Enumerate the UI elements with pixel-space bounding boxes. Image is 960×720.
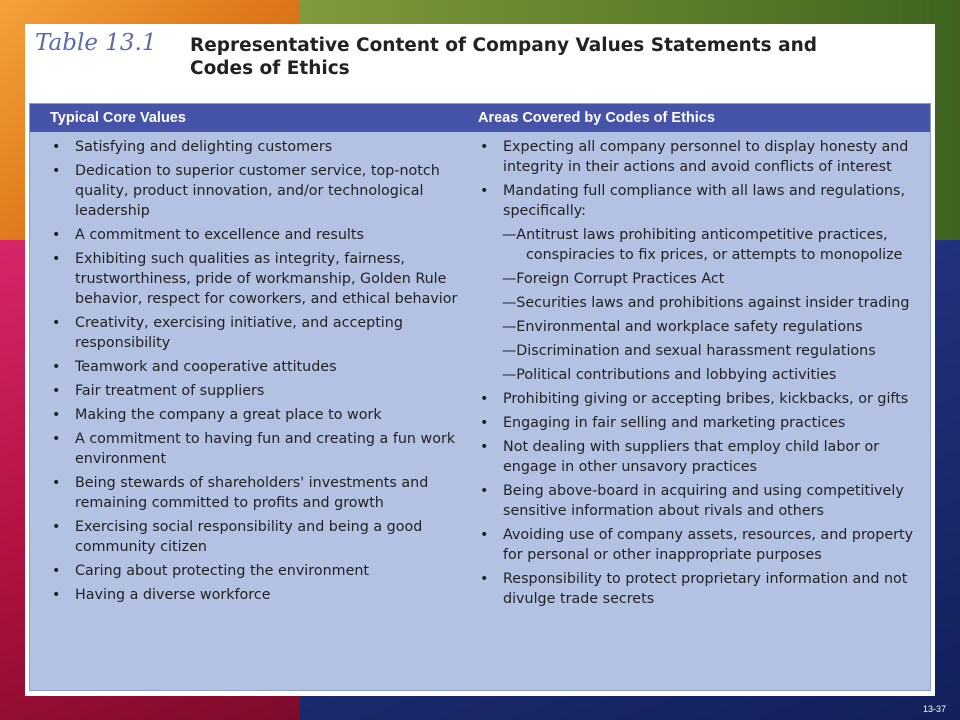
core-value-item: • Having a diverse workforce bbox=[52, 585, 472, 605]
core-value-item: • Satisfying and delighting customers bbox=[52, 137, 472, 157]
ethics-area-item: • Responsibility to protect proprietary information and not divulge trade secrets bbox=[480, 569, 922, 609]
ethics-area-item: • Expecting all company personnel to display honesty and integrity in their actions and avoid conflicts of interest bbox=[480, 137, 922, 177]
ethics-area-item: • Being above-board in acquiring and using competitively sensitive information about rivals and others bbox=[480, 481, 922, 521]
ethics-sub-item: —Environmental and workplace safety regulations bbox=[502, 319, 863, 335]
ethics-area-item: • Avoiding use of company assets, resources, and property for personal or other inappropriate purposes bbox=[480, 525, 922, 565]
core-value-item: • Being stewards of shareholders' investments and remaining committed to profits and growth bbox=[52, 473, 472, 513]
ethics-area-item: • Mandating full compliance with all laws and regulations, specifically: bbox=[480, 181, 922, 221]
ethics-sub-item: —Political contributions and lobbying activities bbox=[502, 367, 837, 383]
ethics-sub-item: —Securities laws and prohibitions against insider trading bbox=[502, 295, 910, 311]
core-value-item: • Fair treatment of suppliers bbox=[52, 381, 472, 401]
values-ethics-table bbox=[29, 103, 931, 691]
core-values-list bbox=[52, 137, 472, 609]
core-value-item: • A commitment to having fun and creating a fun work environment bbox=[52, 429, 472, 469]
core-value-item: • Creativity, exercising initiative, and accepting responsibility bbox=[52, 313, 472, 353]
table-label: Table 13.1 bbox=[35, 30, 157, 56]
core-value-item: • Making the company a great place to work bbox=[52, 405, 472, 425]
ethics-sub-item: —Antitrust laws prohibiting anticompetitive practices, conspiracies to fix prices, or attempts to monopolize bbox=[502, 227, 903, 263]
page-number: 13-37 bbox=[922, 704, 946, 714]
core-value-item: • A commitment to excellence and results bbox=[52, 225, 472, 245]
ethics-sub-item: —Discrimination and sexual harassment regulations bbox=[502, 343, 876, 359]
core-value-item: • Exercising social responsibility and being a good community citizen bbox=[52, 517, 472, 557]
column-header-core-values: Typical Core Values bbox=[50, 110, 186, 126]
slide-content bbox=[25, 24, 935, 696]
ethics-area-item: • Engaging in fair selling and marketing practices bbox=[480, 413, 922, 433]
table-title: Representative Content of Company Values Statements and Codes of Ethics bbox=[190, 35, 817, 79]
core-value-item: • Caring about protecting the environment bbox=[52, 561, 472, 581]
core-value-item: • Exhibiting such qualities as integrity, fairness, trustworthiness, pride of workmanship, Golden Rule behavior, respect for coworkers, and ethical behavior bbox=[52, 249, 472, 309]
column-header-ethics-areas: Areas Covered by Codes of Ethics bbox=[478, 110, 715, 126]
ethics-areas-list bbox=[480, 137, 922, 613]
ethics-area-item: • Prohibiting giving or accepting bribes, kickbacks, or gifts bbox=[480, 389, 922, 409]
ethics-sub-item: —Foreign Corrupt Practices Act bbox=[502, 271, 725, 287]
ethics-area-item: • Not dealing with suppliers that employ child labor or engage in other unsavory practices bbox=[480, 437, 922, 477]
table-header-row bbox=[30, 104, 930, 132]
core-value-item: • Teamwork and cooperative attitudes bbox=[52, 357, 472, 377]
core-value-item: • Dedication to superior customer service, top-notch quality, product innovation, and/or technological leadership bbox=[52, 161, 472, 221]
